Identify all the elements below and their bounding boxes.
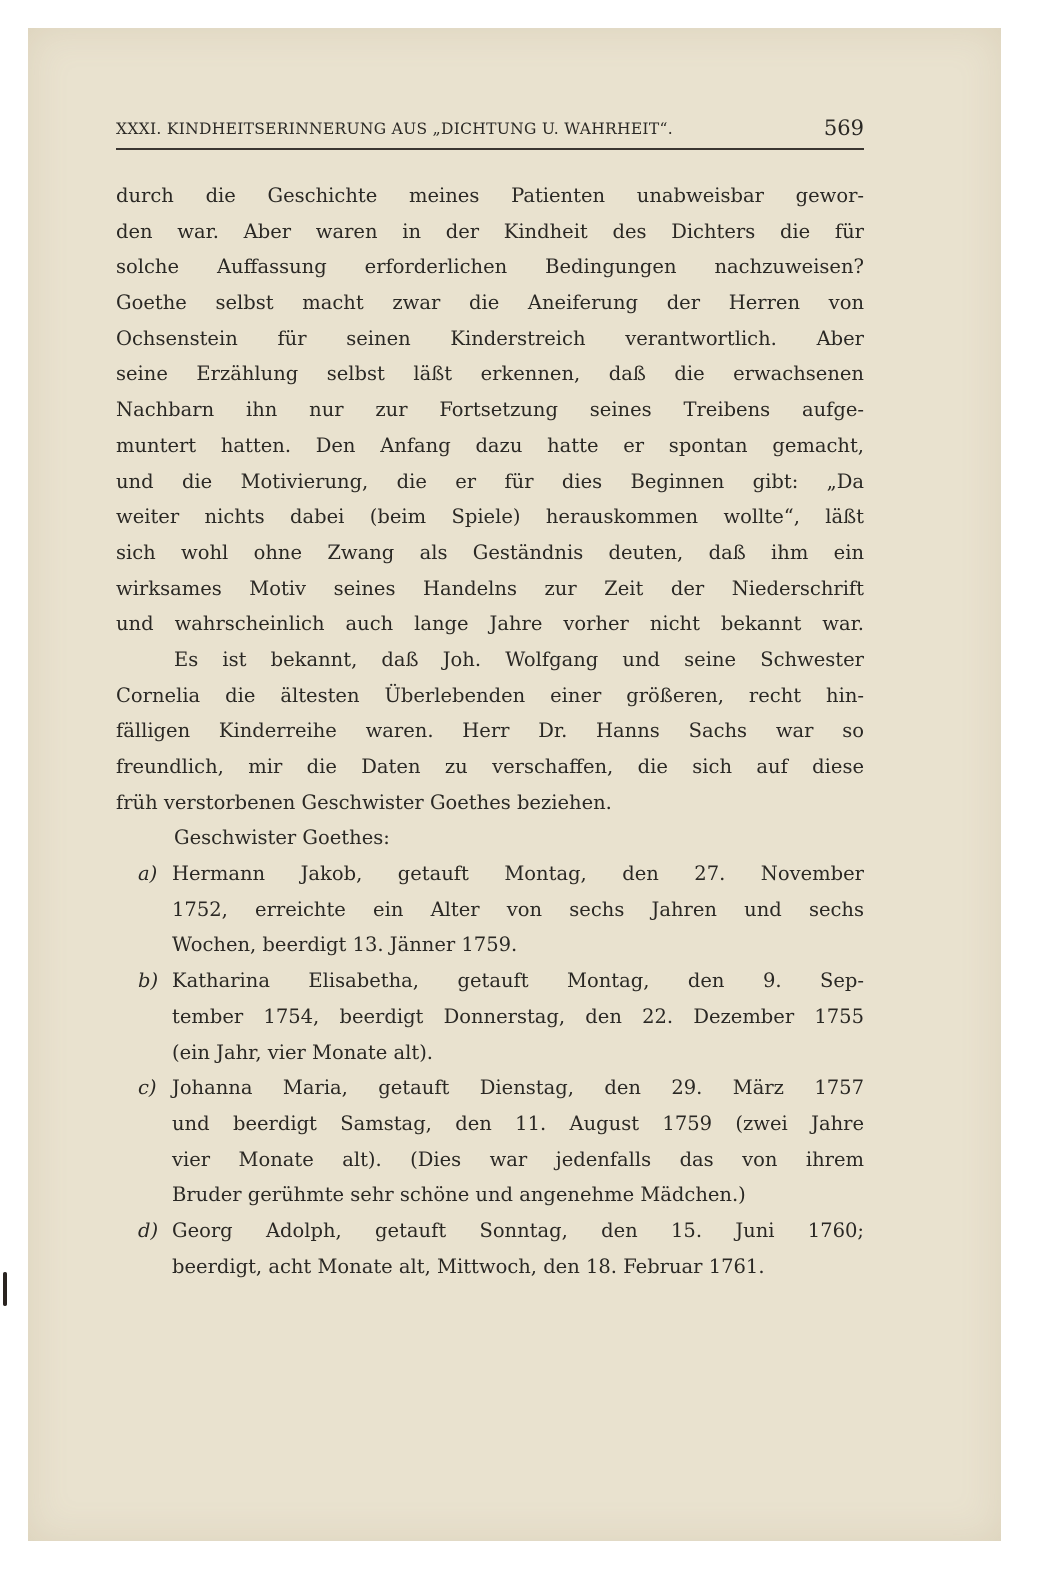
list-item-d	[116, 1213, 864, 1249]
list-marker: d)	[138, 1218, 159, 1242]
list-item-text: Johanna Maria, getauft Dienstag, den 29. März 1757	[172, 1076, 864, 1100]
list-item-text: Georg Adolph, getauft Sonntag, den 15. Juni 1760;	[172, 1218, 864, 1242]
list-item-text: Katharina Elisabetha, getauft Montag, den 9. Sep-	[172, 969, 864, 993]
text-line: Goethe selbst macht zwar die Aneiferung der Herren von	[116, 291, 864, 315]
list-item-line: und beerdigt Samstag, den 11. August 1759 (zwei Jahre	[172, 1111, 864, 1135]
text-line: und wahrscheinlich auch lange Jahre vorher nicht bekannt war.	[116, 612, 864, 636]
list-heading: Geschwister Goethes:	[174, 826, 390, 850]
list-item-line: Wochen, beerdigt 13. Jänner 1759.	[172, 933, 518, 957]
chapter-title: XXXI. KINDHEITSERINNERUNG AUS „DICHTUNG U. WAHRHEIT“.	[116, 120, 673, 138]
text-line: sich wohl ohne Zwang als Geständnis deuten, daß ihm ein	[116, 540, 864, 564]
text-line: weiter nichts dabei (beim Spiele) herauskommen wollte“, läßt	[116, 505, 864, 529]
text-line: solche Auffassung erforderlichen Bedingungen nachzuweisen?	[116, 255, 864, 279]
list-marker: a)	[138, 862, 158, 886]
text-line: muntert hatten. Den Anfang dazu hatte er spontan gemacht,	[116, 433, 864, 457]
list-item-line: Bruder gerühmte sehr schöne und angenehme Mädchen.)	[172, 1183, 746, 1207]
list-item-c	[116, 1070, 864, 1106]
text-line: durch die Geschichte meines Patienten unabweisbar gewor-	[116, 184, 864, 207]
text-line: Nachbarn ihn nur zur Fortsetzung seines Treibens aufge-	[116, 398, 864, 422]
list-item-line: 1752, erreichte ein Alter von sechs Jahren und sechs	[172, 897, 864, 921]
list-marker: b)	[138, 969, 159, 993]
text-line: wirksames Motiv seines Handelns zur Zeit der Niederschrift	[116, 576, 864, 600]
list-item-b	[116, 963, 864, 999]
list-item-line: vier Monate alt). (Dies war jedenfalls das von ihrem	[172, 1147, 864, 1171]
list-item-line: tember 1754, beerdigt Donnerstag, den 22. Dezember 1755	[172, 1004, 864, 1028]
text-line: freundlich, mir die Daten zu verschaffen, die sich auf diese	[116, 755, 864, 778]
page-number: 569	[823, 116, 864, 140]
list-item-a	[116, 856, 864, 892]
text-line: Ochsenstein für seinen Kinderstreich verantwortlich. Aber	[116, 326, 864, 350]
scan-margin-mark	[3, 1272, 7, 1306]
page-body	[116, 178, 864, 1284]
text-line: den war. Aber waren in der Kindheit des Dichters die für	[116, 219, 864, 243]
list-item-text: Hermann Jakob, getauft Montag, den 27. November	[172, 862, 864, 886]
list-item-line: beerdigt, acht Monate alt, Mittwoch, den 18. Februar 1761.	[172, 1254, 765, 1278]
text-line: fälligen Kinderreihe waren. Herr Dr. Hanns Sachs war so	[116, 719, 864, 743]
text-line: Cornelia die ältesten Überlebenden einer größeren, recht hin-	[116, 683, 864, 707]
list-item-line: (ein Jahr, vier Monate alt).	[172, 1040, 434, 1064]
running-header	[116, 116, 864, 150]
text-line: und die Motivierung, die er für dies Beginnen gibt: „Da	[116, 469, 864, 493]
book-page	[28, 28, 1001, 1541]
list-marker: c)	[138, 1076, 157, 1100]
text-line: seine Erzählung selbst läßt erkennen, daß die erwachsenen	[116, 362, 864, 386]
text-line: früh verstorbenen Geschwister Goethes beziehen.	[116, 790, 612, 814]
text-line: Es ist bekannt, daß Joh. Wolfgang und seine Schwester	[174, 647, 864, 671]
